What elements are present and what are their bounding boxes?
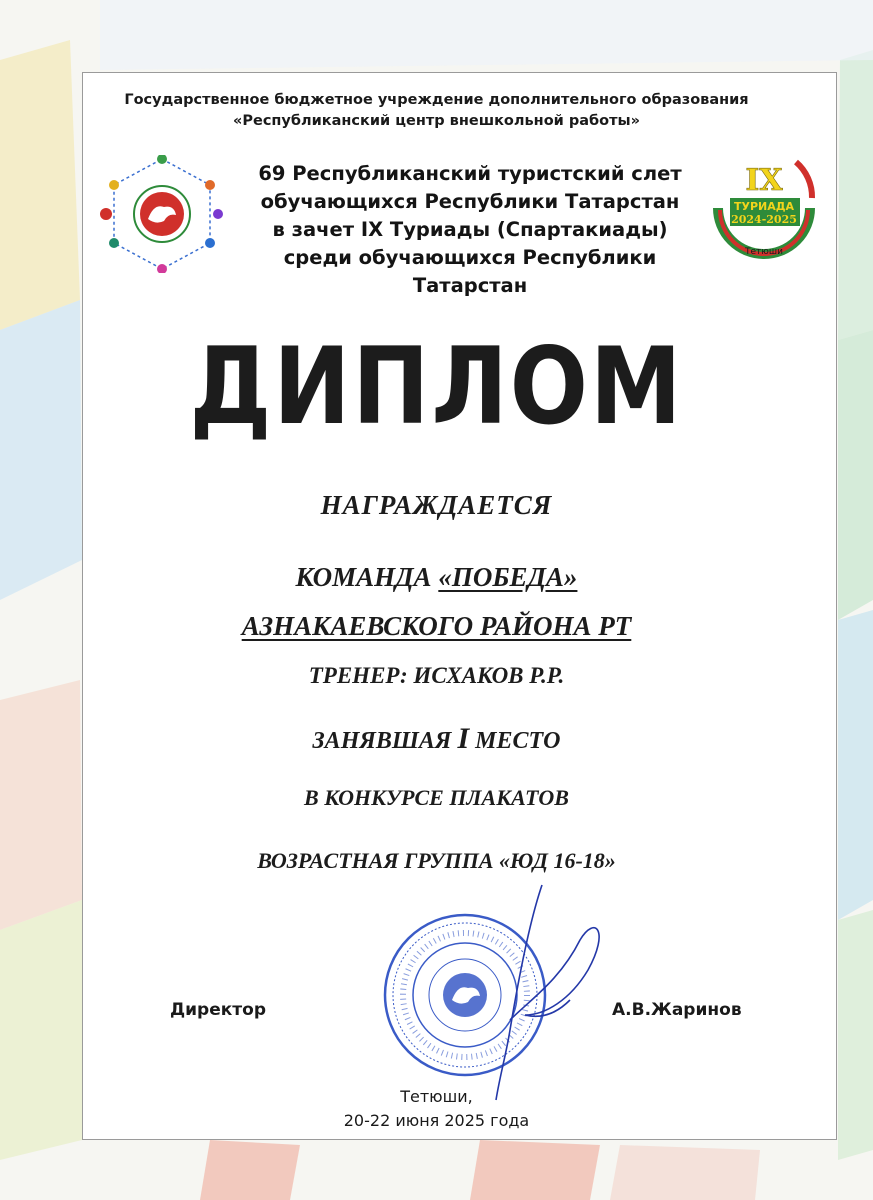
event-line-1: 69 Республиканский туристский слет [258, 162, 682, 185]
signer-name: А.В.Жаринов [612, 1000, 742, 1020]
coach-line: ТРЕНЕР: ИСХАКОВ Р.Р. [308, 663, 565, 688]
center-emblem-icon [98, 155, 226, 273]
footer-date: 20-22 июня 2025 года [343, 1111, 530, 1130]
team-district: АЗНАКАЕВСКОГО РАЙОНА РТ [241, 611, 632, 641]
turiada-numeral: IX [745, 163, 783, 198]
age-group-line: ВОЗРАСТНАЯ ГРУППА «ЮД 16-18» [257, 848, 616, 873]
footer-place-date [0, 1085, 873, 1133]
place-line [0, 722, 873, 756]
awarded-label: НАГРАЖДАЕТСЯ [320, 490, 553, 520]
footer-place: Тетюши, [400, 1087, 473, 1106]
team-name: «ПОБЕДА» [438, 562, 578, 592]
signature-icon [470, 880, 620, 1110]
event-line-2: обучающихся Республики Татарстан [260, 190, 680, 213]
contest-line: В КОНКУРСЕ ПЛАКАТОВ [304, 785, 569, 810]
organization-header [0, 90, 873, 132]
team-line [0, 562, 873, 593]
event-title [230, 160, 710, 300]
place-suffix: МЕСТО [469, 728, 561, 754]
diploma-title: ДИПЛОМ [189, 325, 684, 449]
place-prefix: ЗАНЯВШАЯ [312, 728, 458, 754]
signer-title: Директор [170, 1000, 266, 1020]
event-line-4: среди обучающихся Республики Татарстан [283, 246, 657, 297]
turiada-logo-icon [700, 148, 828, 266]
organization-line-1: Государственное бюджетное учреждение дополнительного образования [124, 92, 749, 108]
turiada-name: ТУРИАДА [733, 200, 795, 213]
place-numeral: I [457, 722, 470, 755]
organization-line-2: «Республиканский центр внешкольной работы» [232, 113, 641, 129]
turiada-years: 2024-2025 [731, 213, 797, 226]
event-line-3: в зачет IX Туриады (Спартакиады) [272, 218, 668, 241]
turiada-place: Тетюши [745, 247, 783, 257]
team-prefix: КОМАНДА [295, 562, 439, 592]
